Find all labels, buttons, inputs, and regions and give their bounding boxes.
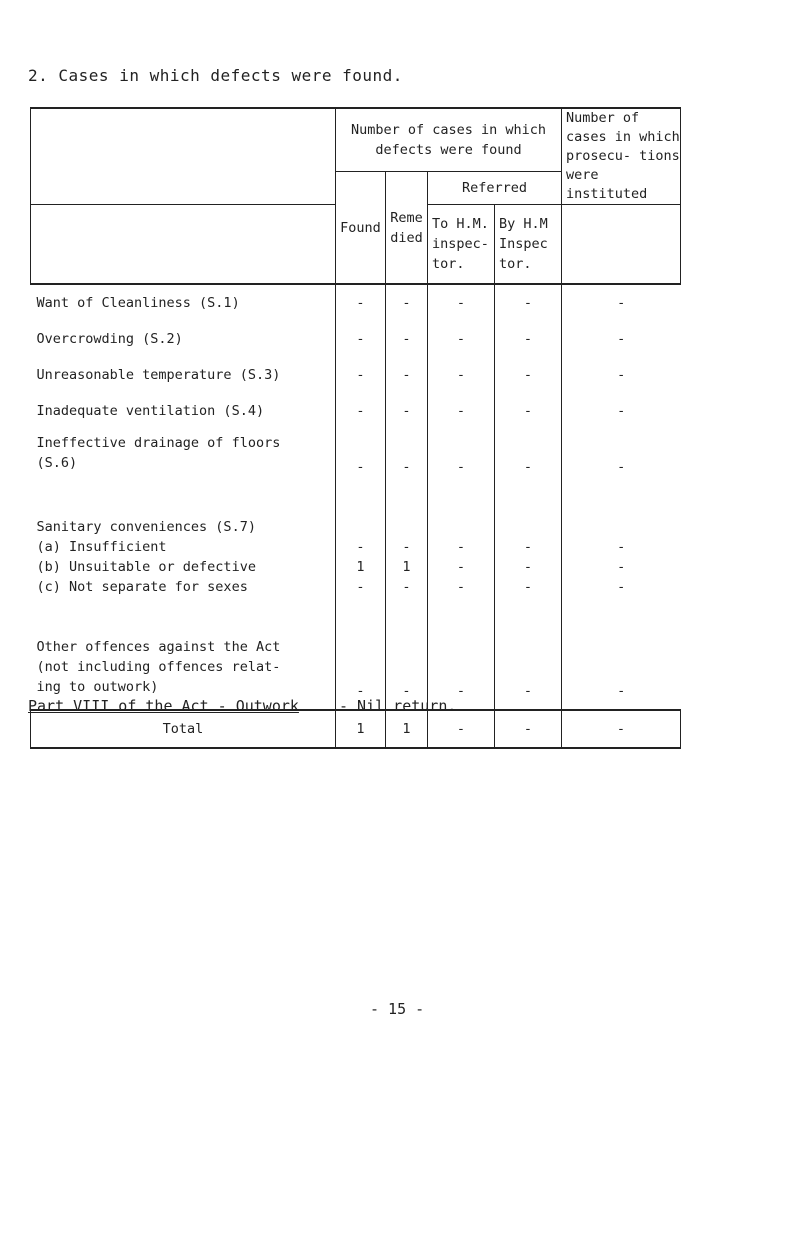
cell-found: - [336, 429, 386, 477]
row-label-line: (S.6) [36, 455, 78, 471]
header-blank-cell [31, 108, 336, 205]
cell-to-hmi: - [428, 393, 495, 429]
cell-prosecutions [562, 477, 681, 625]
sanitary-sub-a: (a) Insufficient [36, 539, 167, 555]
total-remedied: 1 [386, 710, 428, 748]
cell-to-hmi: - [428, 321, 495, 357]
cell-value: - [356, 539, 365, 555]
table-row-sanitary [31, 477, 681, 625]
outwork-return: - Nil return. [339, 697, 457, 715]
total-to-hmi: - [428, 710, 495, 748]
total-label: Total [31, 710, 336, 748]
header-to-hmi: To H.M. inspec- tor. [428, 205, 495, 285]
cell-value: - [356, 579, 365, 595]
cell-prosecutions: - [562, 357, 681, 393]
cell-value: - [617, 559, 626, 575]
cell-by-hmi: - [495, 393, 562, 429]
cell-found: - [336, 357, 386, 393]
header-remedied: Reme died [386, 172, 428, 285]
cell-value: - [617, 539, 626, 555]
row-label [31, 477, 336, 625]
table-row [31, 357, 681, 393]
cell-to-hmi: - [428, 357, 495, 393]
table-row-total [31, 710, 681, 748]
cell-value: - [456, 579, 466, 595]
cell-remedied: - [386, 429, 428, 477]
cell-prosecutions: - [562, 429, 681, 477]
cell-value: - [456, 539, 466, 555]
cell-to-hmi: - [428, 625, 495, 710]
defects-table [30, 107, 681, 749]
cell-prosecutions: - [562, 393, 681, 429]
cell-remedied: - [386, 321, 428, 357]
sanitary-title: Sanitary conveniences (S.7) [36, 519, 256, 535]
cell-prosecutions: - [562, 625, 681, 710]
outwork-part-label: Part VIII of the Act - Outwork [28, 697, 299, 715]
total-found: 1 [336, 710, 386, 748]
cell-by-hmi: - [495, 625, 562, 710]
cell-remedied: - [386, 284, 428, 321]
cell-prosecutions: - [562, 321, 681, 357]
header-found: Found [336, 172, 386, 285]
header-referred: Referred [428, 172, 562, 205]
row-label-line: (not including offences relat- [36, 659, 281, 675]
cell-to-hmi: - [428, 284, 495, 321]
cell-value: - [523, 559, 533, 575]
header-prosecutions-lower [562, 205, 681, 285]
header-prosecutions: Number of cases in which prosecu- tions were instituted [562, 108, 681, 205]
cell-remedied: - [386, 393, 428, 429]
cell-remedied [386, 477, 428, 625]
row-label: Overcrowding (S.2) [36, 331, 183, 347]
row-label: Inadequate ventilation (S.4) [36, 403, 265, 419]
cell-found: - [336, 393, 386, 429]
header-by-hmi: By H.M Inspec tor. [495, 205, 562, 285]
section-heading: 2. Cases in which defects were found. [28, 66, 403, 85]
sanitary-sub-c: (c) Not separate for sexes [36, 579, 248, 595]
sanitary-sub-b: (b) Unsuitable or defective [36, 559, 256, 575]
cell-by-hmi: - [495, 357, 562, 393]
cell-by-hmi: - [495, 321, 562, 357]
cell-to-hmi [428, 477, 495, 625]
header-found-group: Number of cases in which defects were found [336, 108, 562, 172]
row-label-line: Other offences against the Act [36, 639, 281, 655]
table-row [31, 393, 681, 429]
total-by-hmi: - [495, 710, 562, 748]
cell-found: - [336, 321, 386, 357]
cell-value: 1 [402, 559, 411, 575]
cell-value: - [456, 559, 466, 575]
cell-to-hmi: - [428, 429, 495, 477]
cell-value: - [402, 579, 411, 595]
page-number: - 15 - [370, 1000, 425, 1018]
row-label: Unreasonable temperature (S.3) [36, 367, 281, 383]
header-blank-lower [31, 205, 336, 285]
cell-remedied: - [386, 625, 428, 710]
cell-by-hmi [495, 477, 562, 625]
cell-prosecutions: - [562, 284, 681, 321]
cell-value: 1 [356, 559, 365, 575]
table-row [31, 429, 681, 477]
row-label-line: ing to outwork) [36, 679, 159, 695]
cell-value: - [523, 579, 533, 595]
cell-found [336, 477, 386, 625]
outwork-note [28, 697, 456, 715]
table-row [31, 321, 681, 357]
row-label [31, 429, 336, 477]
cell-found: - [336, 625, 386, 710]
row-label: Want of Cleanliness (S.1) [36, 295, 240, 311]
cell-value: - [402, 539, 411, 555]
total-prosecutions: - [562, 710, 681, 748]
cell-found: - [336, 284, 386, 321]
cell-value: - [523, 539, 533, 555]
cell-by-hmi: - [495, 429, 562, 477]
row-label-line: Ineffective drainage of floors [36, 435, 281, 451]
cell-by-hmi: - [495, 284, 562, 321]
cell-value: - [617, 579, 626, 595]
cell-remedied: - [386, 357, 428, 393]
table-row [31, 284, 681, 321]
